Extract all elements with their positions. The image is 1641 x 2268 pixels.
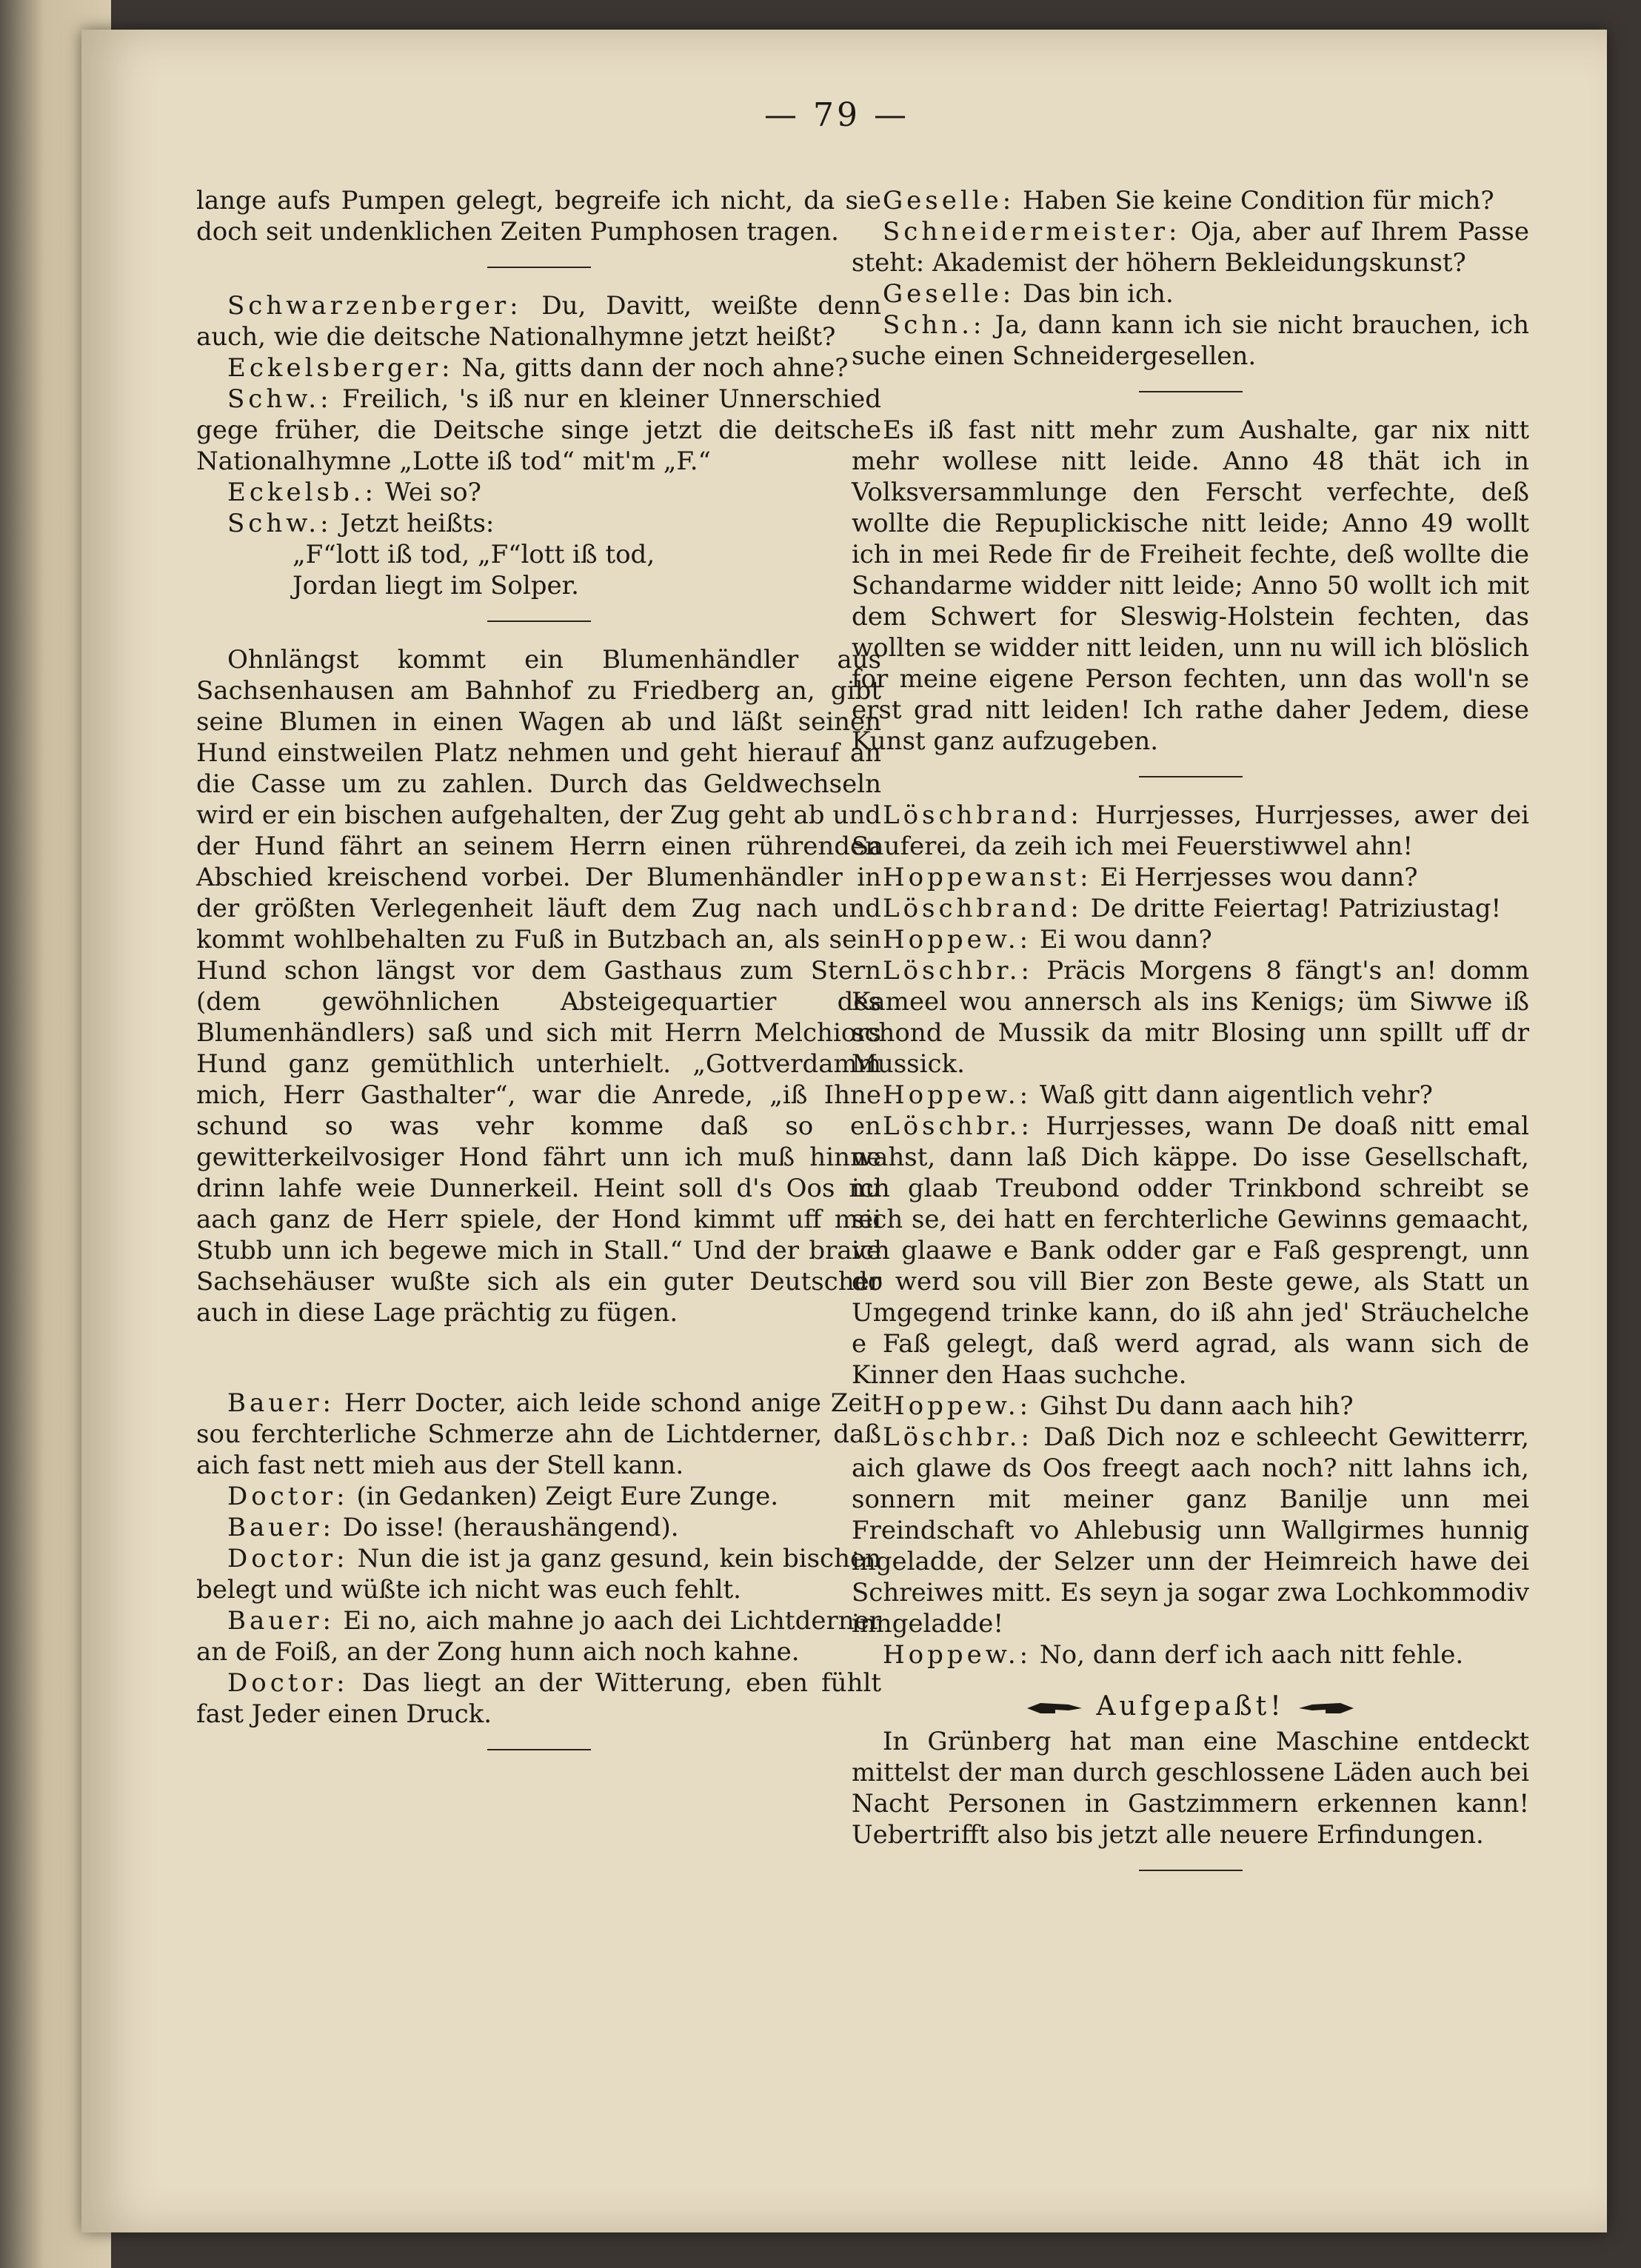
intro-paragraph: lange aufs Pumpen gelegt, begreife ich nicht, da sie doch seit undenklichen Zeiten Pumphosen tragen. [196,186,881,247]
speaker: Doctor: [227,1482,349,1511]
dialog-line [852,1111,1529,1391]
section-divider [487,267,591,268]
speaker: Löschbrand: [883,800,1083,830]
dialog-line [196,290,881,352]
speaker: Löschbr.: [883,1111,1033,1141]
notice-title: Aufgepaßt! [1096,1691,1285,1722]
utterance: Das bin ich. [1023,279,1174,309]
speaker: Löschbr.: [883,1422,1033,1452]
speaker: Bauer: [227,1513,335,1542]
dialog-line [196,352,881,384]
dialog-line [852,893,1529,924]
dialog-line [196,1543,881,1605]
utterance: Daß Dich noz e schleecht Gewitterrr, aich glawe ds Oos freegt aach noch? nitt lahns ich, sonnern mit meiner ganz Banilje unn mei Freindschaft vo Ahlebusig unn Wallgirmes hunnig ingeladde, der Selzer unn der Heimreich hawe dei Schreiwes mitt. Es seyn ja sogar zwa Lochkommodiv inngeladde! [852,1422,1529,1639]
page-number: — 79 — [764,96,909,134]
dialog-line [852,278,1529,310]
utterance: Haben Sie keine Condition für mich? [1023,186,1494,215]
utterance: Freilich, 's iß nur en kleiner Unnerschied gege früher, die Deitsche singe jetzt die deitsche Nationalhymne „Lotte iß tod“ mit'm „F.“ [196,384,881,476]
utterance: Ei no, aich mahne jo aach dei Lichtderner an de Foiß, an der Zong hunn aich noch kahne. [196,1606,882,1667]
speaker: Hoppew.: [883,925,1032,954]
speaker: Bauer: [227,1388,335,1418]
dialog-line [852,1391,1529,1422]
story-paragraph: Ohnlängst kommt ein Blumenhändler aus Sachsenhausen am Bahnhof zu Friedberg an, gibt seine Blumen in einen Wagen ab und läßt seinen Hund einstweilen Platz nehmen und geht hierauf an die Casse um zu zahlen. Durch das Geldwechseln wird er ein bischen aufgehalten, der Zug geht ab und der Hund fährt an seinem Herrn einen rührenden Abschied kreischend vorbei. Der Blumenhändler in der größten Verlegenheit läuft dem Zug nach und kommt wohlbehalten zu Fuß in Butzbach an, als sein Hund schon längst vor dem Gasthaus zum Stern (dem gewöhnlichen Absteigequartier des Blumenhändlers) saß und sich mit Herrn Melchiors Hund ganz gemüthlich unterhielt. „Gottverdamm mich, Herr Gasthalter“, war die Anrede, „iß Ihne schund so was vehr komme daß so en gewitterkeilvosiger Hond fährt unn ich muß hinne drinn lahfe weie Dunnerkeil. Heint soll d's Oos nu aach ganz de Herr spiele, der Hond kimmt uff mei Stubb unn ich begewe mich in Stall.“ Und der brave Sachsehäuser wußte sich als ein guter Deutscher auch in diese Lage prächtig zu fügen. [196,645,881,1328]
dialog-line [852,310,1529,372]
verse-line: „F“lott iß tod, „F“lott iß tod, [293,540,655,569]
dialog-line [852,1639,1529,1670]
dialog-line [196,384,881,477]
speaker: Hoppewanst: [883,863,1092,892]
section-divider [487,620,591,622]
dialog-line [852,1080,1529,1111]
dialog-line [196,1605,881,1667]
utterance: No, dann derf ich aach nitt fehle. [1039,1640,1464,1670]
verse-line: Jordan liegt im Solper. [293,571,579,601]
dialog-line [852,1422,1529,1639]
utterance: Gihst Du dann aach hih? [1039,1391,1354,1421]
speaker: Schneidermeister: [883,217,1181,247]
pointing-hand-right-icon [1026,1700,1085,1716]
dialog-line [196,1481,881,1512]
speaker: Hoppew.: [883,1080,1032,1110]
utterance: Do isse! (heraushängend). [342,1513,679,1542]
dialog-fire-brigade [852,800,1529,1670]
dialog-line [852,862,1529,893]
speaker: Hoppew.: [883,1640,1032,1670]
speaker: Schn.: [883,310,986,340]
dialog-anthem [196,290,881,601]
utterance: Ei wou dann? [1039,925,1212,954]
dialog-line [852,185,1529,216]
dialog-line [196,508,881,539]
pointing-hand-left-icon [1296,1700,1355,1716]
speaker: Doctor: [227,1668,349,1698]
utterance: Ja, dann kann ich sie nicht brauchen, ich suche einen Schneidergesellen. [852,310,1529,371]
dialog-line [196,477,881,508]
dialog-doctor [196,1388,881,1730]
dialog-line [196,1667,881,1730]
dialog-line [852,924,1529,955]
speaker: Schw.: [227,384,332,414]
utterance: Hurrjesses, Hurrjesses, awer dei Sauferei, da zeih ich mei Feuerstiwwel ahn! [852,800,1529,861]
right-column [852,185,1529,1893]
utterance: Du, Davitt, weißte denn auch, wie die deitsche Nationalhymne jetzt heißt? [196,291,881,352]
left-column [196,185,881,1773]
section-divider [1139,776,1243,777]
monologue-paragraph: Es iß fast nitt mehr zum Aushalte, gar nix nitt mehr wollese nitt leide. Anno 48 thät ich in Volksversammlunge den Ferscht verfechte, deß wollte die Repuplickische nitt leide; Anno 49 wollt ich in mei Rede fir de Freiheit fechte, deß wollte die Schandarme widder nitt leide; Anno 50 wollt ich mit dem Schwert for Sleswig-Holstein fechten, das wollten se widder nitt leiden, unn nu will ich blöslich for meine eigene Person fechten, unn das woll'n se erst grad nitt leiden! Ich rathe daher Jedem, diese Kunst ganz aufzugeben. [852,415,1529,756]
dialog-line [196,1388,881,1481]
section-divider [1139,1870,1243,1871]
utterance: Hurrjesses, wann De doaß nitt emal wahst, dann laß Dich käppe. Do isse Gesellschaft, ich glaab Treubond odder Trinkbond schreibt se sich se, dei hatt en ferchterliche Gewinns gemaacht, ich glaawe e Bank odder gar e Faß gesprengt, unn do werd sou vill Bier zon Beste gewe, als Statt un Umgegend trinke kann, do iß ahn jed' Sträuchelche e Faß gelegt, daß werd agrad, als wann sich de Kinner den Haas suchche. [852,1111,1529,1390]
speaker: Eckelsberger: [227,353,454,383]
section-divider [487,1749,591,1750]
notice-headline [852,1691,1529,1722]
utterance: Oja, aber auf Ihrem Passe steht: Akademist der höhern Bekleidungskunst? [852,217,1530,278]
speaker: Löschbr.: [883,956,1033,986]
dialog-line [852,216,1529,278]
utterance: (in Gedanken) Zeigt Eure Zunge. [356,1482,779,1511]
utterance: Das liegt an der Witterung, eben fühlt fast Jeder einen Druck. [196,1668,882,1729]
dialog-tailor [852,185,1529,372]
speaker: Doctor: [227,1544,349,1573]
dialog-line [852,955,1529,1080]
speaker: Hoppew.: [883,1391,1032,1421]
section-divider [1139,391,1243,392]
utterance: Herr Docter, aich leide schond anige Zeit sou ferchterliche Schmerze ahn de Lichtderner, daß aich fast nett mieh aus der Stell kann. [196,1388,881,1480]
utterance: Wei so? [384,478,481,507]
dialog-line [196,1512,881,1543]
utterance: Na, gitts dann der noch ahne? [461,353,849,383]
speaker: Löschbrand: [883,894,1083,923]
newspaper-page [81,30,1607,2232]
notice-text: In Grünberg hat man eine Maschine entdeckt mittelst der man durch geschlossene Läden auch bei Nacht Personen in Gastzimmern erkennen kann! Uebertrifft also bis jetzt alle neuere Erfindungen. [852,1727,1529,1850]
speaker: Geselle: [883,186,1015,215]
speaker: Eckelsb.: [227,478,377,507]
utterance: De dritte Feiertag! Patriziustag! [1090,894,1502,923]
utterance: Ei Herrjesses wou dann? [1100,863,1418,892]
speaker: Bauer: [227,1606,335,1636]
speaker: Geselle: [883,279,1015,309]
speaker: Schw.: [227,509,332,538]
utterance: Jetzt heißts: [340,509,495,538]
utterance: Nun die ist ja ganz gesund, kein bischen belegt und wüßte ich nicht was euch fehlt. [196,1544,882,1605]
utterance: Waß gitt dann aigentlich vehr? [1039,1080,1433,1110]
speaker: Schwarzenberger: [227,291,522,321]
dialog-line [852,800,1529,862]
utterance: Präcis Morgens 8 fängt's an! domm Kameel wou annersch als ins Kenigs; üm Siwwe iß schond de Mussik da mitr Blosing unn spillt uff dr Mussick. [852,956,1529,1079]
